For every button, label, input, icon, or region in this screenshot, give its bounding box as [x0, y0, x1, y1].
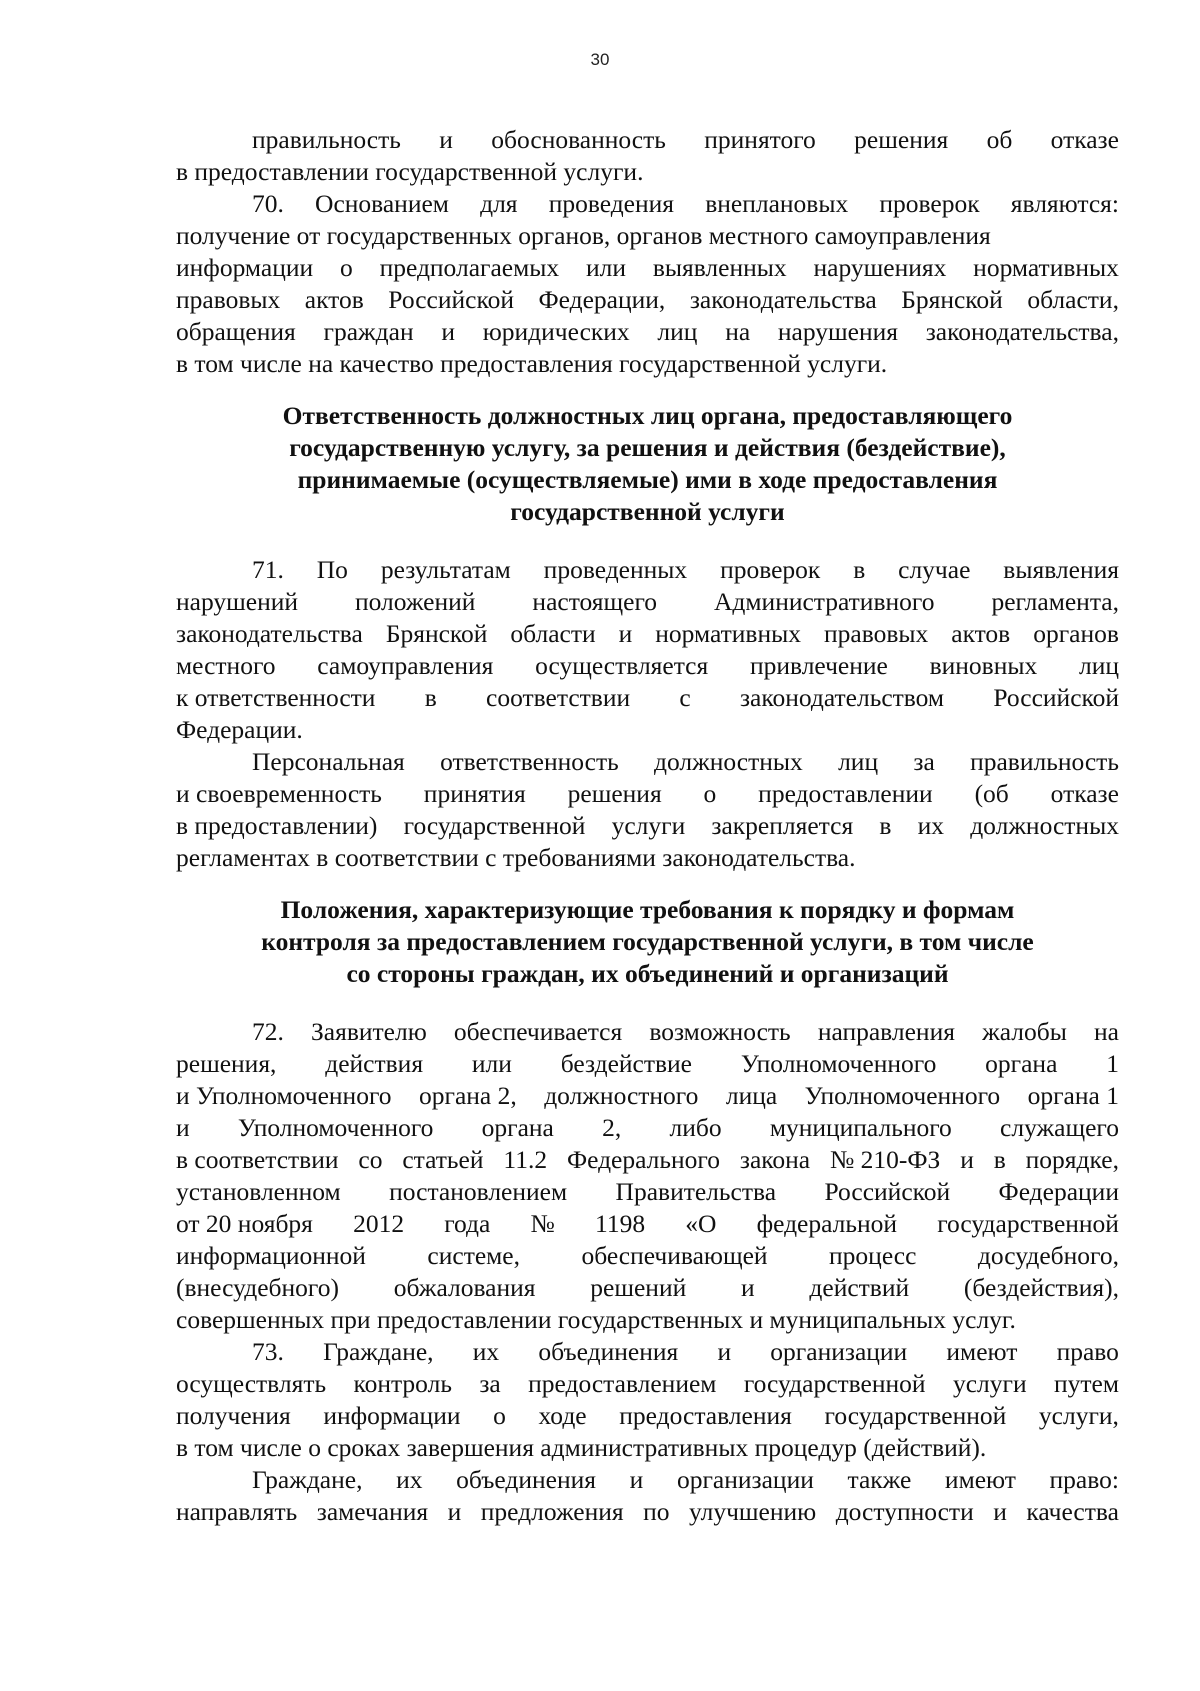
word: и [439, 125, 453, 154]
heading-line: контроля за предоставлением государственной услуги, в том числе [261, 927, 1034, 956]
word: Брянской [901, 285, 1003, 314]
text-line [176, 650, 1119, 682]
word: направлять [176, 1497, 298, 1526]
word: (внесудебного) [176, 1273, 339, 1302]
text-line [176, 316, 1119, 348]
word: информации [323, 1401, 461, 1430]
word: и [993, 1497, 1007, 1526]
word: должностных [970, 811, 1119, 840]
word: правовых [824, 619, 929, 648]
word: местного [176, 651, 276, 680]
word: и [447, 1497, 462, 1526]
word: информации [176, 253, 314, 282]
word: статьей [402, 1145, 484, 1174]
word: организации [676, 1465, 814, 1494]
heading-line: принимаемые (осуществляемые) ими в ходе предоставления [297, 465, 998, 494]
word: Уполномоченного [237, 1113, 434, 1142]
word: путем [1053, 1369, 1119, 1398]
word: 2, [602, 1113, 622, 1142]
word: за [479, 1369, 501, 1398]
word: для [480, 189, 518, 218]
word: закона [739, 1145, 811, 1174]
word: информационной [176, 1241, 366, 1270]
word: их [396, 1465, 423, 1494]
word: и [960, 1145, 974, 1174]
word: либо [669, 1113, 722, 1142]
word: положений [355, 587, 476, 616]
word: системе, [427, 1241, 520, 1270]
word: 1198 [595, 1209, 646, 1238]
word: года [444, 1209, 491, 1238]
word: являются: [1010, 189, 1119, 218]
text-line: совершенных при предоставлении государственных и муниципальных услуг. [176, 1305, 1016, 1334]
word: Федерации [998, 1177, 1119, 1206]
word: действий [809, 1273, 910, 1302]
word: проведения [548, 189, 675, 218]
word: По [316, 555, 348, 584]
document-body [176, 124, 1119, 1528]
word: 72. [252, 1017, 284, 1046]
word: качества [1026, 1497, 1119, 1526]
word: в соответствии [176, 1145, 339, 1174]
word: юридических [482, 317, 630, 346]
word: Правительства [615, 1177, 777, 1206]
word: в [424, 683, 437, 712]
word: получения [176, 1401, 291, 1430]
word: предоставлением [528, 1369, 717, 1398]
word: и [441, 317, 455, 346]
word: предоставлении [758, 779, 933, 808]
heading-line: со стороны граждан, их объединений и организаций [346, 959, 949, 988]
word: или [471, 1049, 512, 1078]
text-line [176, 554, 1119, 586]
word: государственной [824, 1401, 1007, 1430]
text-line [176, 682, 1119, 714]
word: в [879, 811, 892, 840]
word: со [358, 1145, 383, 1174]
text-line [176, 1400, 1119, 1432]
word: Российской [824, 1177, 951, 1206]
word: законодательства [176, 619, 363, 648]
word: органа [985, 1049, 1058, 1078]
word: досудебного, [977, 1241, 1119, 1270]
word: услуги, [1038, 1401, 1119, 1430]
text-line [176, 618, 1119, 650]
word: лиц [1078, 651, 1119, 680]
text-line [176, 1080, 1119, 1112]
word: объединения [456, 1465, 597, 1494]
word: бездействие [560, 1049, 693, 1078]
word: и Уполномоченного [176, 1081, 392, 1110]
word: улучшению [688, 1497, 817, 1526]
heading-line: Ответственность должностных лиц органа, предоставляющего [282, 401, 1013, 430]
word: обеспечивающей [581, 1241, 768, 1270]
word: служащего [1000, 1113, 1119, 1142]
word: актов [304, 285, 364, 314]
text-line [176, 124, 1119, 156]
word: обеспечивается [453, 1017, 623, 1046]
word: 70. [252, 189, 284, 218]
word: Федерального [566, 1145, 720, 1174]
word: право [1056, 1337, 1119, 1366]
word: действия [325, 1049, 424, 1078]
word: ходе [538, 1401, 587, 1430]
word: и [741, 1273, 755, 1302]
word: направления [817, 1017, 955, 1046]
text-line [176, 1272, 1119, 1304]
word: (бездействия), [963, 1273, 1119, 1302]
word: № 210-ФЗ [829, 1145, 941, 1174]
word: проверок [879, 189, 980, 218]
word: «О [685, 1209, 717, 1238]
word: органа 2, [418, 1081, 517, 1110]
word: обращения [176, 317, 296, 346]
word: Граждане, [323, 1337, 434, 1366]
word: в [993, 1145, 1006, 1174]
word: привлечение [749, 651, 888, 680]
text-line: Федерации. [176, 715, 303, 744]
word: закрепляется [711, 811, 854, 840]
word: обжалования [393, 1273, 536, 1302]
text-line [176, 188, 1119, 220]
text-line [176, 1368, 1119, 1400]
word: Российской [993, 683, 1119, 712]
word: замечания [316, 1497, 429, 1526]
text-line [176, 1496, 1119, 1528]
word: 73. [252, 1337, 284, 1366]
text-line [176, 1016, 1119, 1048]
word: за [913, 747, 935, 776]
section-heading [176, 894, 1119, 990]
word: к ответственности [176, 683, 376, 712]
word: законодательством [739, 683, 945, 712]
word: Российской [388, 285, 514, 314]
word: правильность [970, 747, 1119, 776]
word: осуществлять [176, 1369, 327, 1398]
word: ответственность [440, 747, 619, 776]
text-line [176, 1048, 1119, 1080]
word: их [917, 811, 945, 840]
word: муниципального [769, 1113, 952, 1142]
word: № [530, 1209, 555, 1238]
word: нормативных [973, 253, 1119, 282]
word: выявления [1003, 555, 1119, 584]
word: случае [898, 555, 971, 584]
word: государственной [743, 1369, 926, 1398]
text-line [176, 746, 1119, 778]
word: лиц [657, 317, 698, 346]
word: правовых [176, 285, 281, 314]
word: на [1093, 1017, 1119, 1046]
word: настоящего [532, 587, 658, 616]
word: нарушениях [813, 253, 947, 282]
word: лиц [838, 747, 879, 776]
word: возможность [649, 1017, 791, 1046]
word: жалобы [982, 1017, 1067, 1046]
word: проведенных [543, 555, 688, 584]
word: 2012 [353, 1209, 405, 1238]
word: право: [1049, 1465, 1119, 1494]
word: Персональная [252, 747, 405, 776]
word: решения [854, 125, 949, 154]
word: отказе [1050, 125, 1119, 154]
page-number: 30 [590, 50, 610, 69]
word: осуществляется [535, 651, 709, 680]
word: установленном [176, 1177, 341, 1206]
word: доступности [835, 1497, 974, 1526]
text-line: в предоставлении государственной услуги. [176, 157, 644, 186]
word: результатам [380, 555, 511, 584]
word: области, [1027, 285, 1119, 314]
text-line [176, 1464, 1119, 1496]
word: предполагаемых [379, 253, 560, 282]
text-line [176, 1144, 1119, 1176]
word: законодательства, [925, 317, 1119, 346]
word: предложения [480, 1497, 624, 1526]
word: государственной [937, 1209, 1119, 1238]
word: органа 1 [1027, 1081, 1119, 1110]
word: и [629, 1465, 644, 1494]
word: лица [725, 1081, 778, 1110]
word: и своевременность [176, 779, 382, 808]
text-line: получение от государственных органов, органов местного самоуправления [176, 221, 991, 250]
text-line: в том числе о сроках завершения административных процедур (действий). [176, 1433, 987, 1462]
word: решения [567, 779, 662, 808]
word: проверок [720, 555, 821, 584]
word: законодательства [689, 285, 877, 314]
word: принятия [423, 779, 526, 808]
word: решений [590, 1273, 687, 1302]
word: также [847, 1465, 912, 1494]
heading-line: государственную услугу, за решения и действия (бездействие), [289, 433, 1006, 462]
word: выявленных [652, 253, 787, 282]
word: Уполномоченного [740, 1049, 937, 1078]
word: объединения [538, 1337, 679, 1366]
text-line: в том числе на качество предоставления государственной услуги. [176, 349, 888, 378]
word: должностных [654, 747, 803, 776]
word: о [493, 1401, 506, 1430]
text-line [176, 586, 1119, 618]
text-line [176, 252, 1119, 284]
section-heading [176, 400, 1119, 528]
text-line [176, 1336, 1119, 1368]
word: нарушения [777, 317, 898, 346]
word: 71. [252, 555, 284, 584]
word: и [618, 619, 633, 648]
word: органа [481, 1113, 554, 1142]
word: организации [770, 1337, 908, 1366]
word: имеют [944, 1465, 1016, 1494]
word: (об [974, 779, 1009, 808]
word: Основанием [315, 189, 449, 218]
word: Административного [714, 587, 935, 616]
word: услуги [952, 1369, 1027, 1398]
text-line [176, 1176, 1119, 1208]
word: об [986, 125, 1013, 154]
word: органов [1033, 619, 1119, 648]
word: должностного [544, 1081, 699, 1110]
word: Федерации, [538, 285, 666, 314]
word: на [725, 317, 751, 346]
heading-line: государственной услуги [510, 497, 785, 526]
word: решения, [176, 1049, 277, 1078]
word: нарушений [176, 587, 299, 616]
word: внеплановых [705, 189, 849, 218]
text-line [176, 284, 1119, 316]
text-line [176, 810, 1119, 842]
word: и [717, 1337, 732, 1366]
word: Уполномоченного [804, 1081, 1001, 1110]
word: 11.2 [503, 1145, 548, 1174]
text-line [176, 1112, 1119, 1144]
word: их [472, 1337, 500, 1366]
word: Брянской [385, 619, 488, 648]
text-line [176, 778, 1119, 810]
word: постановлением [389, 1177, 568, 1206]
word: 1 [1106, 1049, 1119, 1078]
word: по [643, 1497, 670, 1526]
word: о [703, 779, 717, 808]
word: граждан [323, 317, 414, 346]
word: отказе [1050, 779, 1119, 808]
word: от 20 ноября [176, 1209, 313, 1238]
word: нормативных [655, 619, 802, 648]
word: и [176, 1113, 190, 1142]
word: контроль [353, 1369, 452, 1398]
word: соответствии [486, 683, 631, 712]
word: или [585, 253, 626, 282]
word: с [679, 683, 691, 712]
word: предоставления [619, 1401, 792, 1430]
word: правильность [252, 125, 401, 154]
word: о [339, 253, 353, 282]
word: виновных [929, 651, 1038, 680]
word: в предоставлении) [176, 811, 378, 840]
word: Заявителю [311, 1017, 427, 1046]
word: Граждане, [252, 1465, 363, 1494]
word: имеют [946, 1337, 1018, 1366]
word: государственной [403, 811, 586, 840]
word: актов [951, 619, 1011, 648]
text-line: регламентах в соответствии с требованиями законодательства. [176, 843, 856, 872]
text-line [176, 1240, 1119, 1272]
word: порядке, [1025, 1145, 1119, 1174]
word: регламента, [991, 587, 1119, 616]
text-line [176, 1208, 1119, 1240]
heading-line: Положения, характеризующие требования к порядку и формам [280, 895, 1015, 924]
word: в [853, 555, 866, 584]
word: области [510, 619, 596, 648]
word: федеральной [756, 1209, 898, 1238]
word: принятого [704, 125, 816, 154]
word: услуги [611, 811, 686, 840]
word: самоуправления [317, 651, 494, 680]
word: обоснованность [491, 125, 666, 154]
word: процесс [829, 1241, 917, 1270]
